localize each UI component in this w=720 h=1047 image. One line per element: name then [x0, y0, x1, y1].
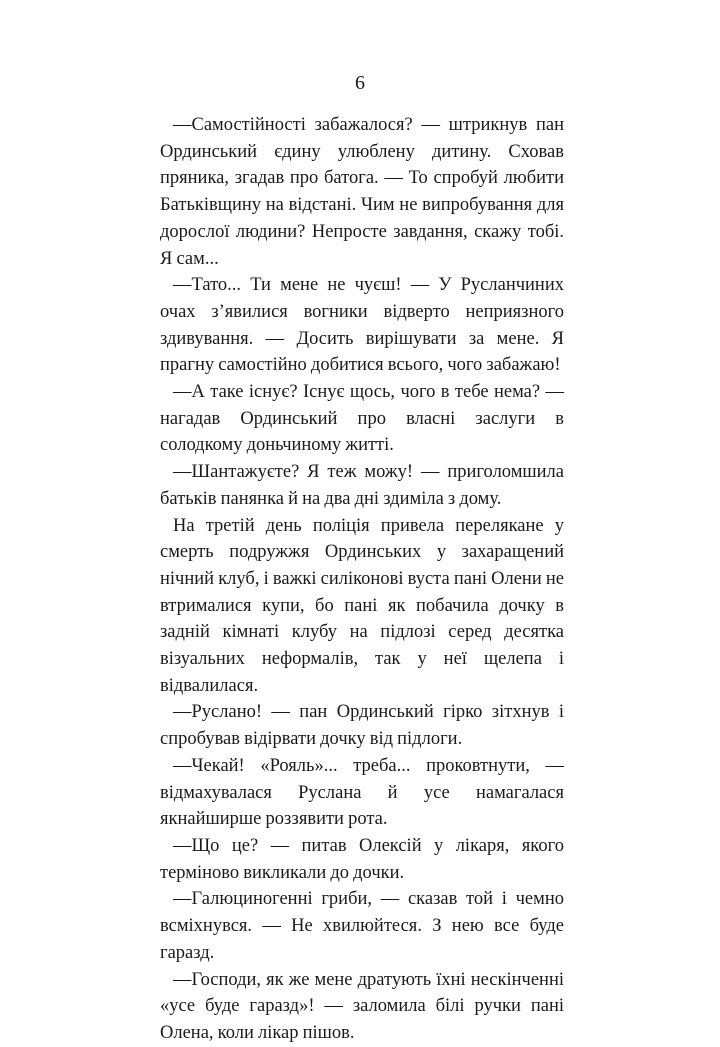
paragraph: —Галюциногенні гриби, — сказав той і чемно всміхнувся. — Не хвилюйтеся. З нею все буде гаразд. [160, 889, 564, 963]
paragraph: —Самостійності забажалося? — штрикнув пан Ординський єдину улюблену дитину. Сховав пряника, згадав про батога. — То спробуй любити Батьківщину на відстані. Чим не випробування для дорослої людини? Непросте завдання, скажу тобі. Я сам... [160, 115, 564, 269]
page-number: 6 [355, 72, 365, 94]
paragraph: —А таке існує? Існує щось, чого в тебе нема? — нагадав Ординський про власні заслуги в солодкому доньчиному житті. [160, 382, 564, 456]
paragraph: —Шантажуєте? Я теж можу! — приголомшила батьків панянка й на два дні здиміла з дому. [160, 462, 564, 509]
paragraph: —Тато... Ти мене не чуєш! — У Русланчиних очах з’явилися вогники відверто неприязного здивування. — Досить вирішувати за мене. Я прагну самостійно добитися всього, чого забажаю! [160, 275, 564, 376]
body-text [160, 112, 564, 1047]
paragraph: —Чекай! «Рояль»... треба... проковтнути, — відмахувалася Руслана й усе намагалася якнайширше роззявити рота. [160, 755, 564, 830]
paragraph: —Господи, як же мене дратують їхні нескінченні «усе буде гаразд»! — заломила білі ручки пані Олена, коли лікар пішов. [160, 969, 564, 1043]
paragraph: —Що це? — питав Олексій у лікаря, якого терміново викликали до дочки. [160, 835, 564, 883]
paragraph: —Руслано! — пан Ординський гірко зітхнув і спробував відірвати дочку від підлоги. [160, 702, 564, 750]
paragraph: На третій день поліція привела перелякане у смерть подружжя Ординських у захаращений нічний клуб, і важкі силіконові вуста пані Олени не втрималися купи, бо пані як побачила дочку в задній кімнаті клубу на підлозі серед десятка візуальних неформалів, так у неї щелепа і відвалилася. [160, 515, 564, 696]
